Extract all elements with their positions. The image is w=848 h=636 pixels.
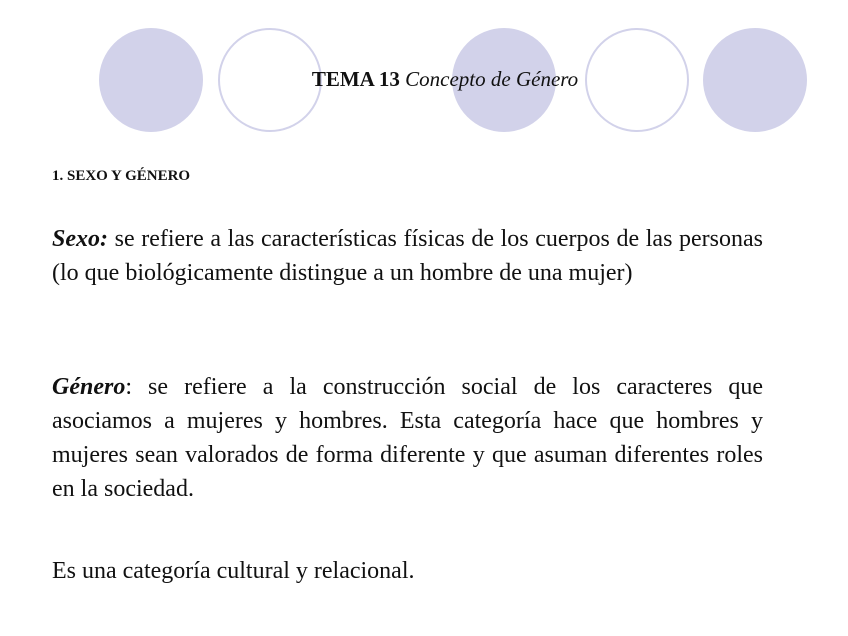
- definition-sexo: [52, 222, 763, 290]
- definition-term: Género: [52, 374, 126, 400]
- slide-title: [0, 64, 848, 94]
- definition-genero: [52, 370, 763, 506]
- title-subtitle: Concepto de Género: [405, 67, 579, 91]
- section-heading: 1. SEXO Y GÉNERO: [52, 168, 191, 184]
- title-number: TEMA 13: [311, 67, 400, 91]
- definition-text: : se refiere a la construcción social de los caracteres que asociamos a mujeres y hombres. Esta categoría hace que hombres y mujeres sean valorados de forma diferente y que asuman diferentes roles en la sociedad.: [52, 374, 763, 502]
- definition-text: se refiere a las características físicas de los cuerpos de las personas (lo que biológicamente distingue a un hombre de una mujer): [52, 226, 763, 286]
- definition-term: Sexo:: [52, 226, 108, 252]
- conclusion-text: Es una categoría cultural y relacional.: [52, 558, 415, 584]
